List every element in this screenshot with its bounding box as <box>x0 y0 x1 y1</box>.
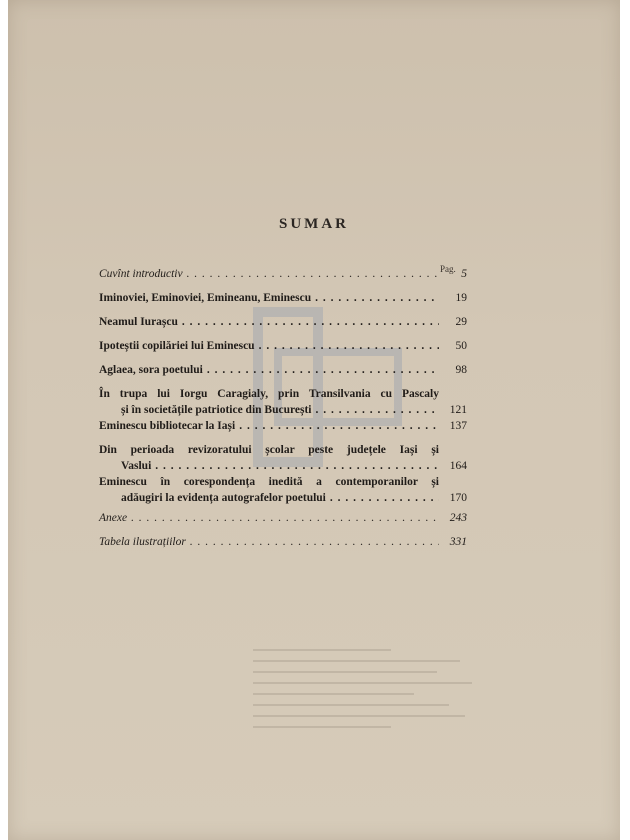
toc-entry <box>99 340 467 356</box>
toc-entry <box>99 536 467 552</box>
toc-entry-title: Neamul Iurașcu <box>99 316 178 328</box>
dot-leader <box>239 420 439 432</box>
toc-entry <box>99 292 467 308</box>
book-page <box>8 0 620 840</box>
toc-entry-title: Eminescu bibliotecar la Iași <box>99 420 236 432</box>
toc-entry-page: 170 <box>449 492 467 504</box>
toc-entry-title: Din perioada revizoratului școlar peste județele Iași și <box>99 444 439 456</box>
toc-entry-title: și în societățile patriotice din București <box>121 404 312 416</box>
toc-entry-title: Ipoteștii copilăriei lui Eminescu <box>99 340 255 352</box>
toc-entry-page: 164 <box>449 460 467 472</box>
dot-leader <box>190 536 439 548</box>
toc-entry <box>99 388 467 420</box>
toc-entry-page: 19 <box>455 292 467 304</box>
toc-entry-page: 98 <box>455 364 467 376</box>
toc-entry <box>99 268 467 284</box>
toc-entry-title: adăugiri la evidența autografelor poetului <box>121 492 326 504</box>
dot-leader <box>131 512 439 524</box>
bleed-through-text <box>253 640 483 737</box>
toc-entry-title: Vaslui <box>121 460 152 472</box>
toc-entry-page: 121 <box>449 404 467 416</box>
dot-leader <box>315 292 439 304</box>
toc-entry-page: 137 <box>449 420 467 432</box>
toc-entry-page: 50 <box>455 340 467 352</box>
toc-entry <box>99 444 467 476</box>
dot-leader <box>182 316 439 328</box>
toc-entry-title: Cuvînt introductiv <box>99 268 183 280</box>
dot-leader <box>207 364 439 376</box>
page-title: SUMAR <box>279 216 349 232</box>
toc-entry <box>99 364 467 380</box>
toc-entry-title: Aglaea, sora poetului <box>99 364 203 376</box>
toc-entry-page: 5 <box>461 268 467 280</box>
dot-leader <box>330 492 439 504</box>
toc-entry-title: Tabela ilustrațiilor <box>99 536 186 548</box>
dot-leader <box>315 404 439 416</box>
toc-entry <box>99 420 467 436</box>
toc-entry <box>99 476 467 508</box>
toc-entry-page: 243 <box>449 512 467 524</box>
toc-entry-title: În trupa lui Iorgu Caragialy, prin Transilvania cu Pascaly <box>99 388 439 400</box>
dot-leader <box>155 460 439 472</box>
toc-entry <box>99 316 467 332</box>
toc-entry-page: 331 <box>449 536 467 548</box>
toc-entry-title: Eminescu în corespondența inedită a contemporanilor și <box>99 476 439 488</box>
dot-leader <box>187 268 439 280</box>
toc-entry-title: Iminoviei, Eminoviei, Emineanu, Eminescu <box>99 292 312 304</box>
toc-entry-page: 29 <box>455 316 467 328</box>
toc-entry-title: Anexe <box>99 512 128 524</box>
page-column-label: Pag. <box>440 264 456 274</box>
toc-entry <box>99 512 467 528</box>
dot-leader <box>259 340 439 352</box>
